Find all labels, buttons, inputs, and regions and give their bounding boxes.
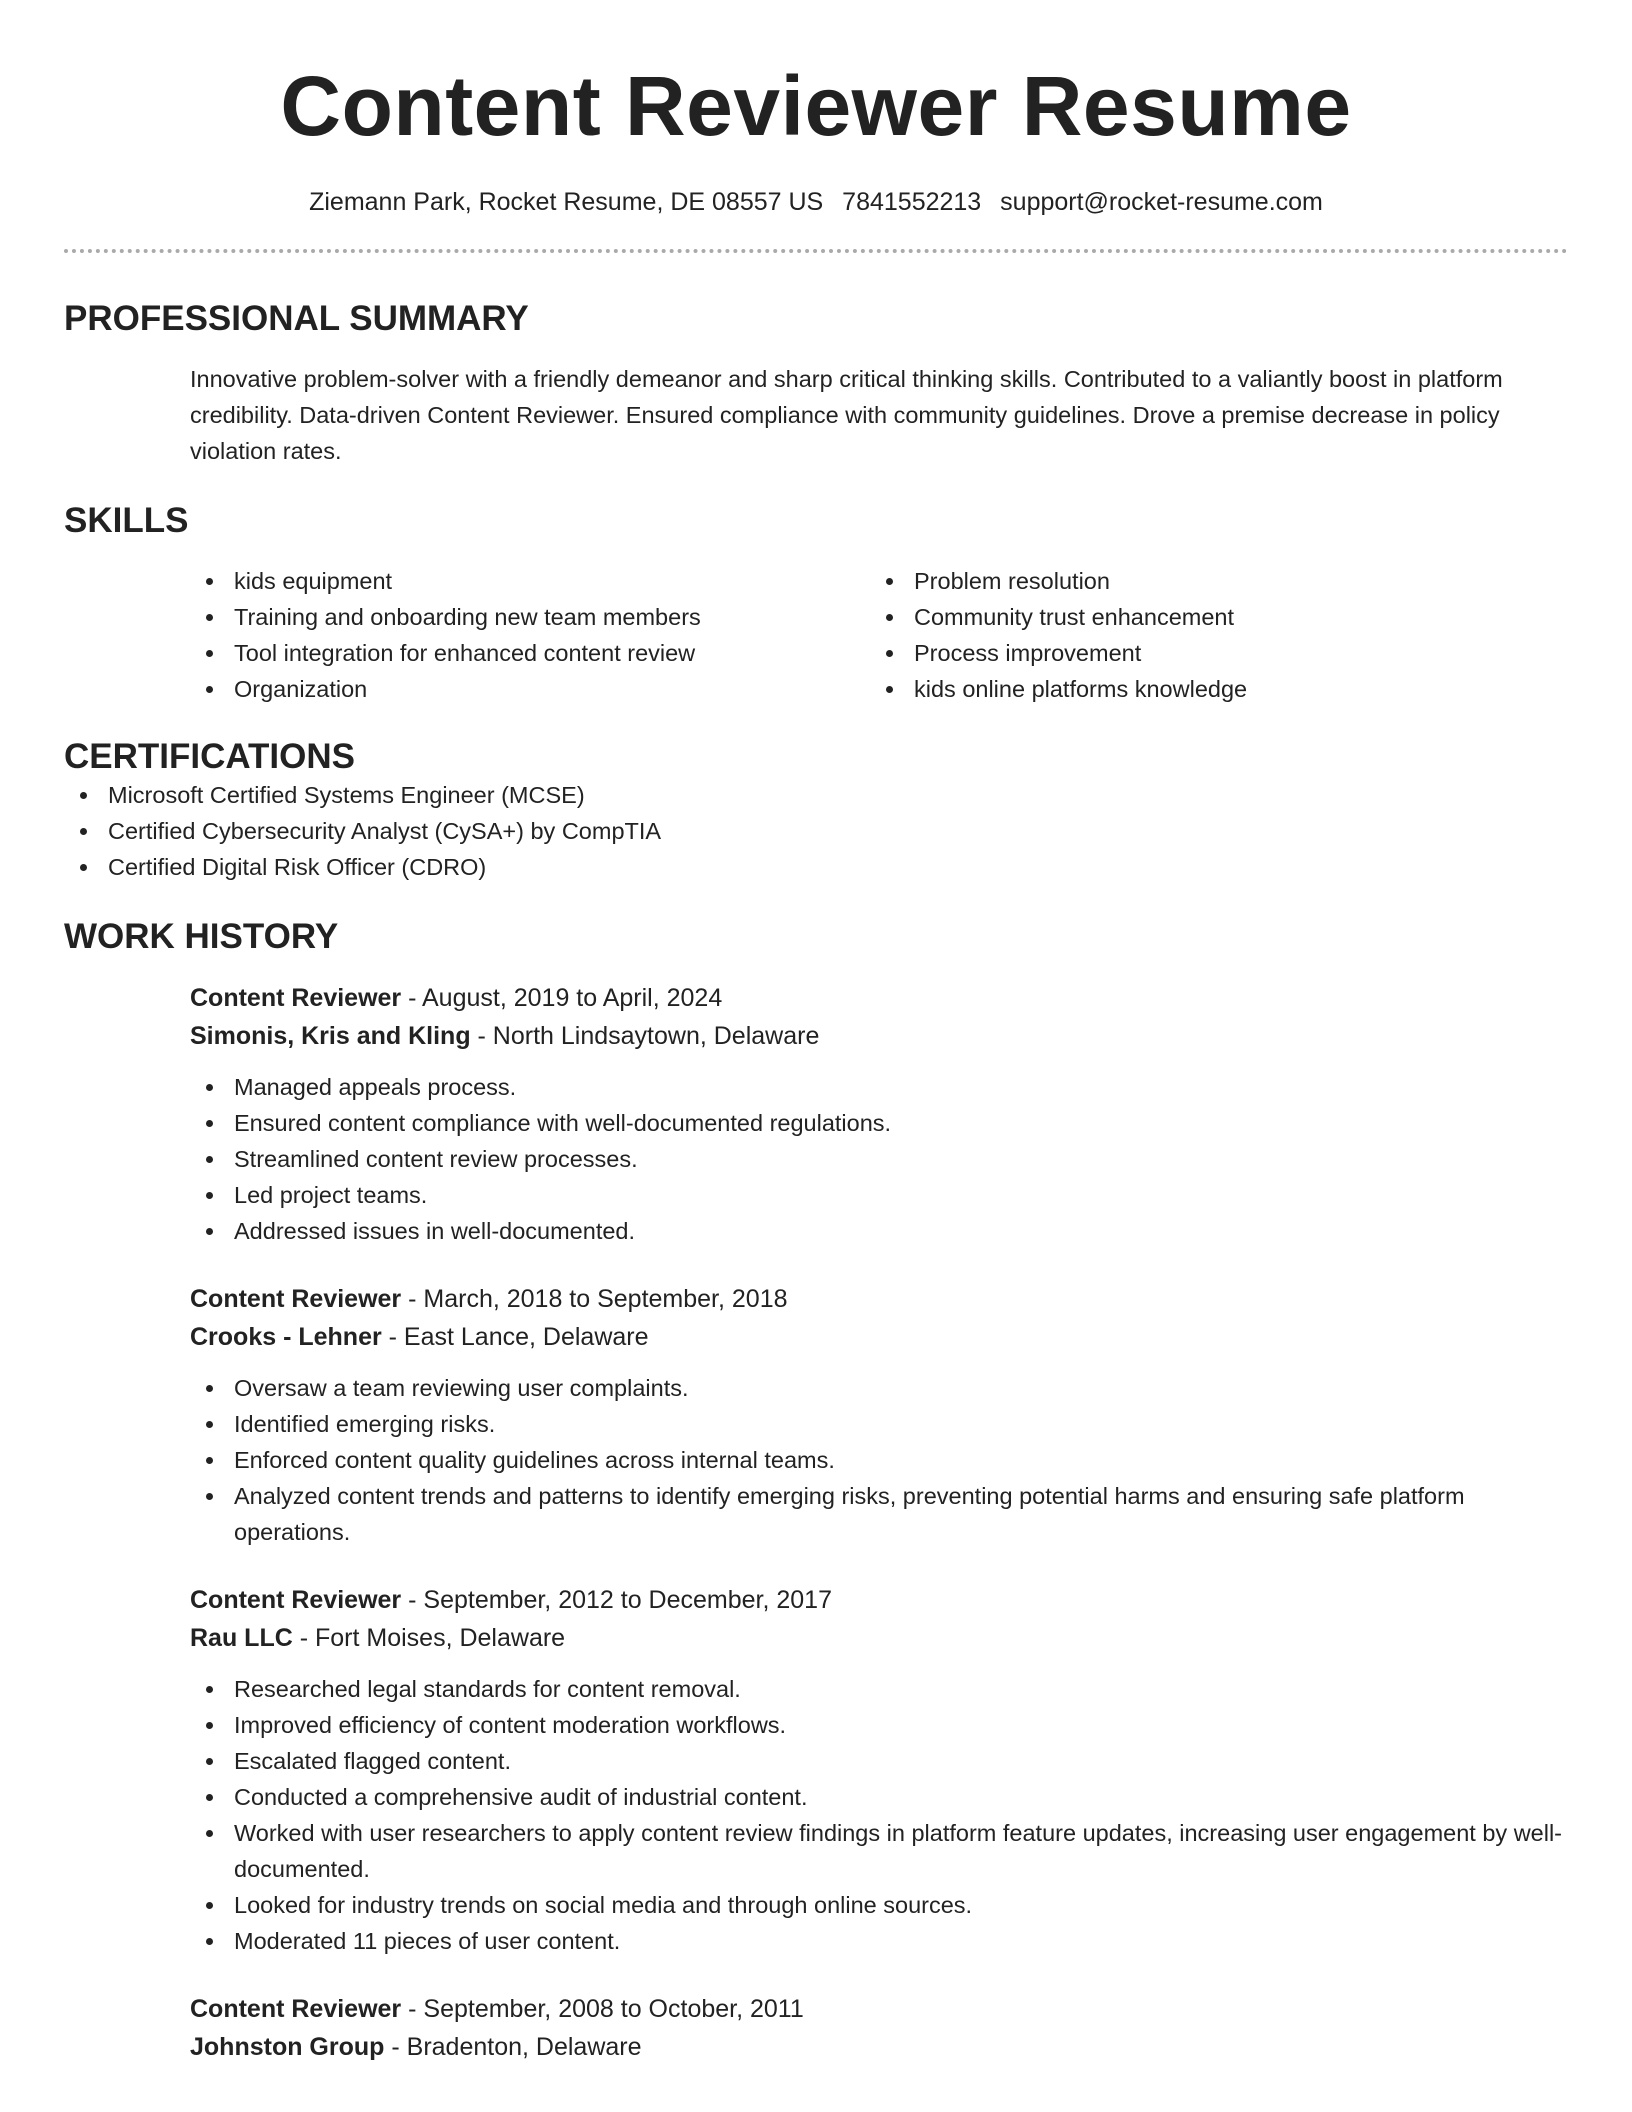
skills-heading: SKILLS [64,501,189,540]
job-title-line [190,979,1568,1017]
job-title-line [190,1280,1568,1318]
job-location: - Bradenton, Delaware [384,2033,642,2061]
job-bullets [190,1370,1580,1550]
summary-text: Innovative problem-solver with a friendly demeanor and sharp critical thinking skills. Contributed to a valiantly boost in platform credibility. Data-driven Content Reviewer. Ensured compliance with community guidelines. Drove a premise decrease in policy violation rates. [190,366,1503,464]
job-location: - East Lance, Delaware [381,1323,649,1351]
skill-item: Problem resolution [870,563,1550,599]
job-bullet: Streamlined content review processes. [190,1141,1580,1177]
job-bullet: Analyzed content trends and patterns to identify emerging risks, preventing potential harms and ensuring safe platform operations. [190,1478,1580,1550]
job-entry [190,1280,1568,1550]
certification-item: Microsoft Certified Systems Engineer (MCSE) [64,777,1568,813]
skills-list [190,563,1568,707]
skill-item: kids equipment [190,563,870,599]
summary-heading: PROFESSIONAL SUMMARY [64,299,529,338]
resume-title: Content Reviewer Resume [280,59,1352,153]
job-bullet: Escalated flagged content. [190,1743,1580,1779]
job-bullet: Led project teams. [190,1177,1580,1213]
job-title: Content Reviewer [190,1995,402,2023]
contact-email: support@rocket-resume.com [1000,188,1323,216]
job-dates: - August, 2019 to April, 2024 [401,984,723,1012]
job-dates: - March, 2018 to September, 2018 [401,1285,788,1313]
skill-item: Training and onboarding new team members [190,599,870,635]
job-bullet: Identified emerging risks. [190,1406,1580,1442]
job-location: - North Lindsaytown, Delaware [470,1022,820,1050]
certification-item: Certified Digital Risk Officer (CDRO) [64,849,1568,885]
job-company-line [190,1619,1568,1657]
skills-column-left [190,563,870,707]
job-company: Johnston Group [190,2033,385,2061]
job-title: Content Reviewer [190,984,402,1012]
skill-item: Tool integration for enhanced content review [190,635,870,671]
job-bullet: Moderated 11 pieces of user content. [190,1923,1580,1959]
job-company: Simonis, Kris and Kling [190,1022,471,1050]
job-bullet: Enforced content quality guidelines across internal teams. [190,1442,1580,1478]
job-company-line [190,2028,1568,2066]
job-bullets [190,1069,1580,1249]
skills-column-right [870,563,1550,707]
certifications-heading: CERTIFICATIONS [64,737,356,776]
job-company-line [190,1318,1568,1356]
job-entry [190,1581,1568,1959]
job-bullet: Looked for industry trends on social media and through online sources. [190,1887,1580,1923]
job-bullet: Oversaw a team reviewing user complaints. [190,1370,1580,1406]
job-dates: - September, 2008 to October, 2011 [401,1995,804,2023]
job-title: Content Reviewer [190,1285,402,1313]
header-divider [64,249,1568,253]
skill-item: Process improvement [870,635,1550,671]
job-dates: - September, 2012 to December, 2017 [401,1586,832,1614]
job-bullet: Improved efficiency of content moderation workflows. [190,1707,1580,1743]
job-bullet: Conducted a comprehensive audit of industrial content. [190,1779,1580,1815]
job-company: Rau LLC [190,1624,293,1652]
certifications-list [64,777,1568,885]
job-company: Crooks - Lehner [190,1323,382,1351]
job-title: Content Reviewer [190,1586,402,1614]
job-title-line [190,1581,1568,1619]
job-bullets [190,1671,1580,1959]
work-history-list [64,979,1568,2066]
job-title-line [190,1990,1568,2028]
contact-address: Ziemann Park, Rocket Resume, DE 08557 US [309,188,824,216]
certification-item: Certified Cybersecurity Analyst (CySA+) by CompTIA [64,813,1568,849]
job-bullet: Ensured content compliance with well-documented regulations. [190,1105,1580,1141]
job-entry [190,1990,1568,2066]
contact-phone: 7841552213 [842,188,982,216]
job-location: - Fort Moises, Delaware [292,1624,566,1652]
skill-item: Community trust enhancement [870,599,1550,635]
skill-item: Organization [190,671,870,707]
skill-item: kids online platforms knowledge [870,671,1550,707]
job-bullet: Researched legal standards for content removal. [190,1671,1580,1707]
contact-line [64,186,1568,218]
job-bullet: Managed appeals process. [190,1069,1580,1105]
job-entry [190,979,1568,1249]
job-company-line [190,1017,1568,1055]
job-bullet: Addressed issues in well-documented. [190,1213,1580,1249]
resume-page [64,0,1568,2066]
work-history-heading: WORK HISTORY [64,917,339,956]
job-bullet: Worked with user researchers to apply content review findings in platform feature updates, increasing user engagement by well-documented. [190,1815,1580,1887]
